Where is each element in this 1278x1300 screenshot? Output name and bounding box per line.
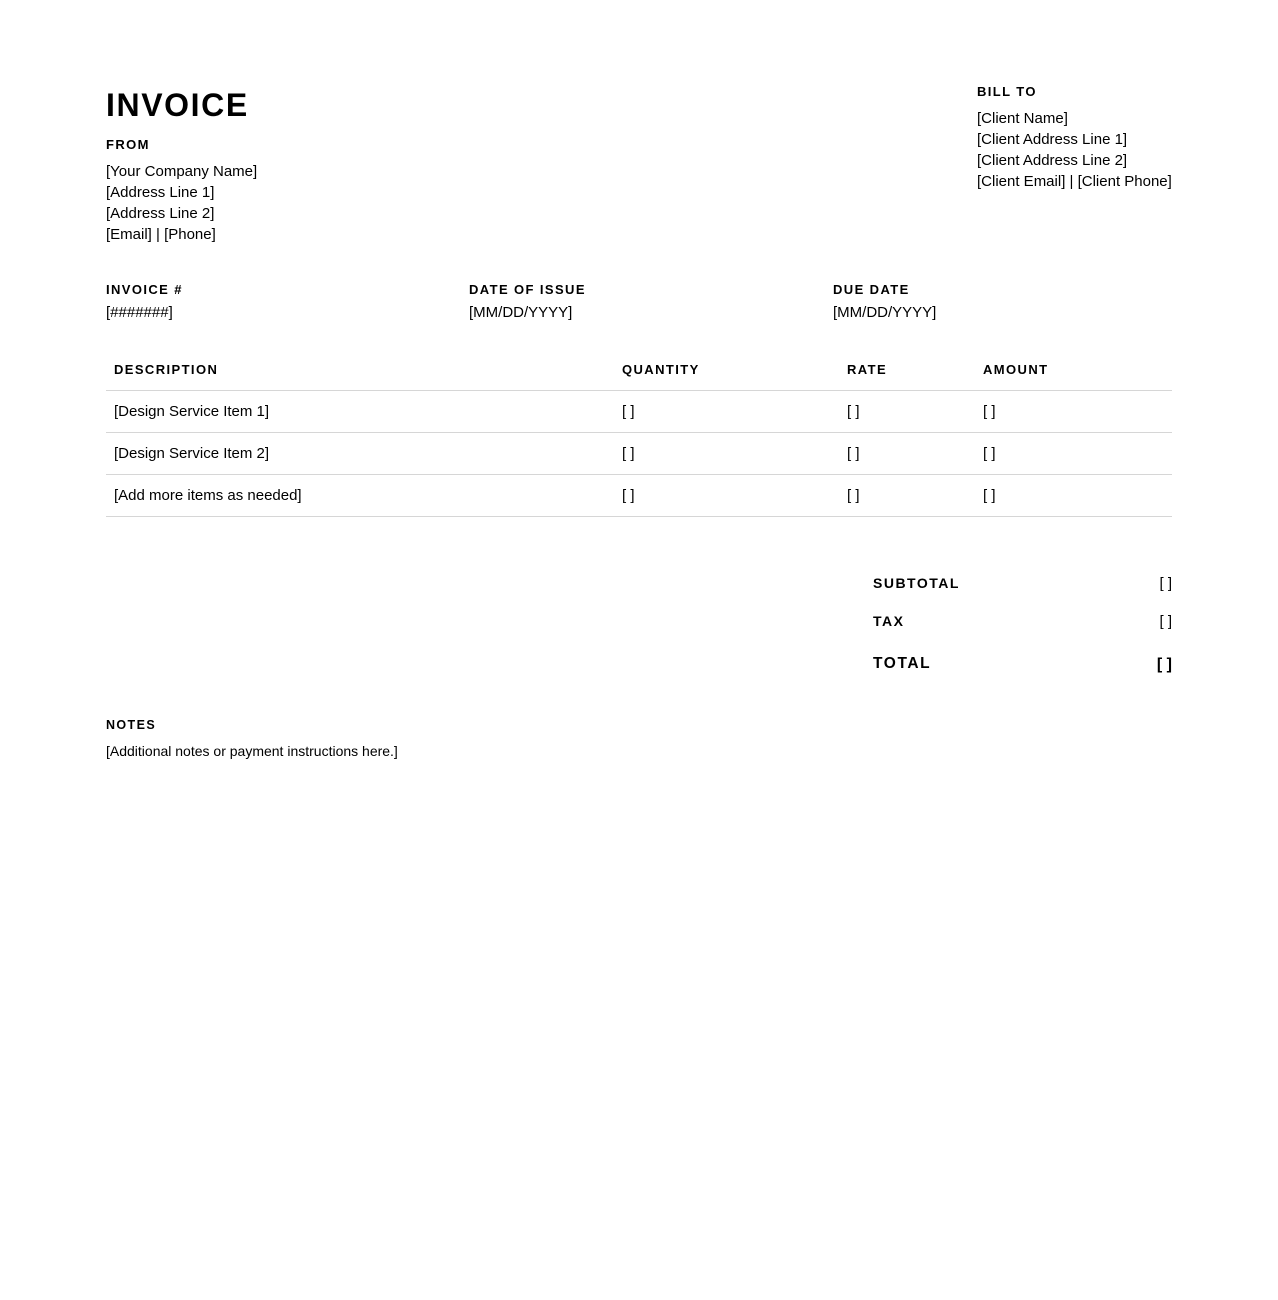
- from-section: [106, 137, 257, 245]
- from-contact: [Email] | [Phone]: [106, 226, 216, 243]
- line-items-table: [106, 349, 1172, 517]
- due-date-value: [MM/DD/YYYY]: [833, 304, 937, 321]
- client-contact: [Client Email] | [Client Phone]: [977, 173, 1172, 190]
- item-quantity: [ ]: [614, 433, 839, 475]
- item-quantity: [ ]: [614, 391, 839, 433]
- item-description: [Design Service Item 1]: [106, 391, 614, 433]
- subtotal-row: [873, 568, 1172, 598]
- date-of-issue-block: [469, 282, 586, 323]
- item-description: [Add more items as needed]: [106, 475, 614, 517]
- item-rate: [ ]: [839, 391, 975, 433]
- due-date-label: DUE DATE: [833, 282, 910, 297]
- notes-label: NOTES: [106, 718, 157, 732]
- invoice-number-value: [#######]: [106, 304, 173, 321]
- client-name: [Client Name]: [977, 110, 1068, 127]
- column-header-description: DESCRIPTION: [106, 349, 614, 391]
- due-date-block: [833, 282, 936, 323]
- item-rate: [ ]: [839, 475, 975, 517]
- date-of-issue-label: DATE OF ISSUE: [469, 282, 586, 297]
- table-row: [106, 475, 1172, 517]
- invoice-number-label: INVOICE #: [106, 282, 183, 297]
- item-quantity: [ ]: [614, 475, 839, 517]
- item-rate: [ ]: [839, 433, 975, 475]
- subtotal-label: SUBTOTAL: [873, 575, 960, 591]
- item-amount: [ ]: [975, 391, 1172, 433]
- from-company-name: [Your Company Name]: [106, 163, 258, 180]
- from-label: FROM: [106, 137, 150, 152]
- from-address-line-1: [Address Line 1]: [106, 184, 215, 201]
- tax-label: TAX: [873, 613, 905, 629]
- notes-text: [Additional notes or payment instructions here.]: [106, 743, 398, 759]
- table-row: [106, 391, 1172, 433]
- table-row: [106, 433, 1172, 475]
- total-value: [ ]: [1156, 655, 1172, 673]
- bill-to-section: [977, 84, 1177, 192]
- item-description: [Design Service Item 2]: [106, 433, 614, 475]
- from-address-line-2: [Address Line 2]: [106, 205, 215, 222]
- total-row: [873, 644, 1172, 684]
- item-amount: [ ]: [975, 433, 1172, 475]
- tax-row: [873, 598, 1172, 644]
- client-address-line-1: [Client Address Line 1]: [977, 131, 1128, 148]
- subtotal-value: [ ]: [1159, 574, 1172, 592]
- client-address-line-2: [Client Address Line 2]: [977, 152, 1128, 169]
- totals-section: [873, 568, 1172, 684]
- invoice-number-block: [106, 282, 183, 323]
- table-header-row: [106, 349, 1172, 391]
- item-amount: [ ]: [975, 475, 1172, 517]
- invoice-title: INVOICE: [106, 87, 249, 123]
- tax-value: [ ]: [1159, 612, 1172, 630]
- column-header-amount: AMOUNT: [975, 349, 1172, 391]
- date-of-issue-value: [MM/DD/YYYY]: [469, 304, 573, 321]
- total-label: TOTAL: [873, 655, 932, 672]
- bill-to-label: BILL TO: [977, 84, 1037, 99]
- column-header-rate: RATE: [839, 349, 975, 391]
- notes-section: [106, 717, 398, 762]
- column-header-quantity: QUANTITY: [614, 349, 839, 391]
